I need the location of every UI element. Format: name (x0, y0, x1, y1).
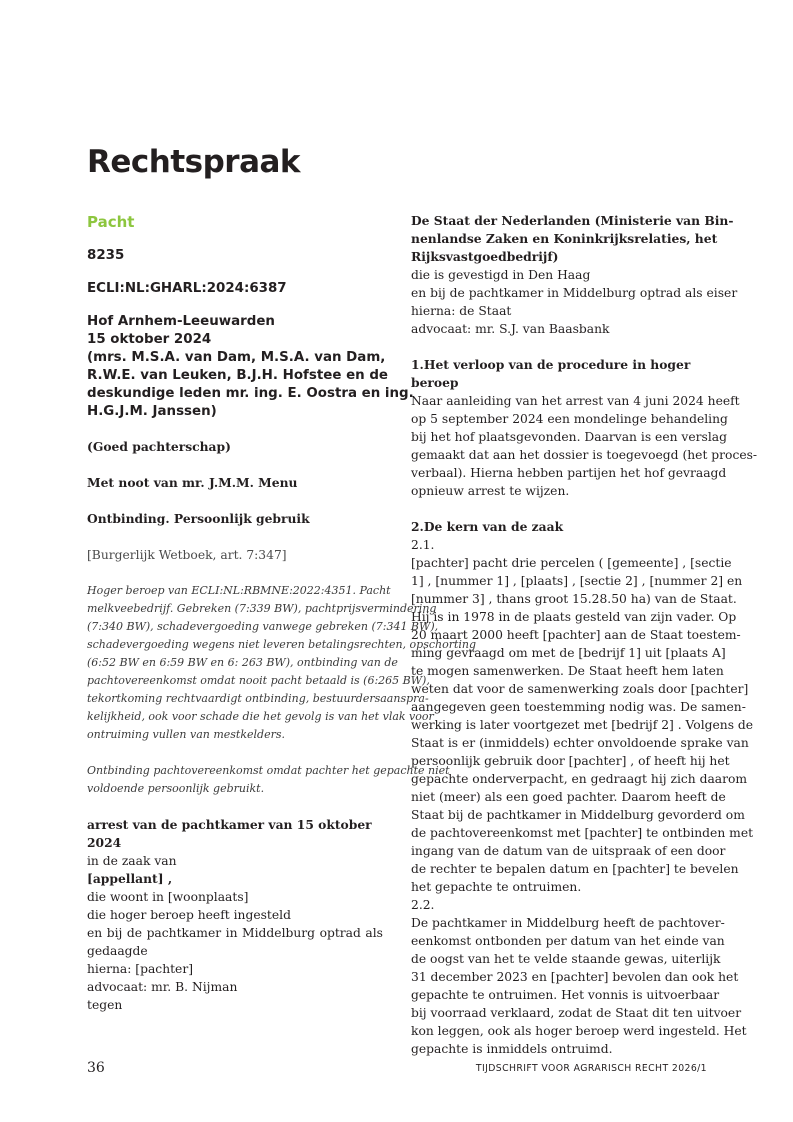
text-line: weten dat voor de samenwerking zoals door [pachter] (411, 682, 749, 696)
respondent-detail: die is gevestigd in Den Haag (411, 268, 591, 282)
paragraph-2-2 (411, 914, 747, 1058)
section-label: Pacht (87, 213, 135, 231)
paragraph-number: 2.2. (411, 898, 435, 912)
text-line: aangegeven geen toestemming nodig was. De samen- (411, 700, 746, 714)
summary-line: (7:340 BW), schadevergoeding vanwege gebreken (7:341 BW), (87, 620, 439, 633)
court-line: H.G.J.M. Janssen) (87, 404, 217, 419)
text-line: te mogen samenwerken. De Staat heeft hem laten (411, 664, 724, 678)
appellant-line: die woont in [woonplaats] (87, 890, 249, 904)
summary-line: kelijkheid, ook voor schade die het gevolg is van het vlak voor (87, 710, 434, 723)
text-line: opnieuw arrest te wijzen. (411, 484, 570, 498)
text-line: werking is later voortgezet met [bedrijf 2] . Volgens de (411, 718, 754, 732)
appellant-line: tegen (87, 998, 123, 1012)
summary-line: melkveebedrijf. Gebreken (7:339 BW), pachtprijsvermindering (87, 602, 437, 615)
text-line: de oogst van het te velde staande gewas, uiterlijk (411, 952, 721, 966)
text-line: het gepachte te ontruimen. (411, 880, 582, 894)
text-line: [pachter] pacht drie percelen ( [gemeente] , [sectie (411, 556, 732, 570)
court-line: (mrs. M.S.A. van Dam, M.S.A. van Dam, (87, 350, 386, 365)
text-line: gemaakt dat aan het dossier is toegevoegd (het proces- (411, 448, 758, 462)
headnote-line: Ontbinding pachtovereenkomst omdat pachter het gepachte niet (87, 764, 450, 777)
text-line: kon leggen, ook als hoger beroep werd ingesteld. Het (411, 1024, 747, 1038)
respondent-detail: advocaat: mr. S.J. van Baasbank (411, 322, 610, 336)
subject-keywords: Ontbinding. Persoonlijk gebruik (87, 511, 310, 526)
text-line: 1] , [nummer 1] , [plaats] , [sectie 2] , [nummer 2] en (411, 574, 743, 588)
text-line: verbaal). Hierna hebben partijen het hof gevraagd (411, 466, 727, 480)
appellant-details (87, 888, 383, 1014)
summary-line: (6:52 BW en 6:59 BW en 6: 263 BW), ontbinding van de (87, 656, 398, 669)
court-line: R.W.E. van Leuken, B.J.H. Hofstee en de (87, 368, 389, 383)
text-line: de pachtovereenkomst met [pachter] te ontbinden met (411, 826, 754, 840)
text-line: 31 december 2023 en [pachter] bevolen dan ook het (411, 970, 739, 984)
appellant-line: advocaat: mr. B. Nijman (87, 980, 238, 994)
text-line: ingang van de datum van de uitspraak of een door (411, 844, 726, 858)
headnote-line: voldoende persoonlijk gebruikt. (87, 782, 265, 795)
appellant-line: gedaagde (87, 944, 148, 958)
tenancy-label: (Goed pachterschap) (87, 439, 231, 454)
page-number: 36 (87, 1060, 105, 1076)
statute-reference: [Burgerlijk Wetboek, art. 7:347] (87, 548, 287, 562)
text-line: gepachte onderverpacht, en gedraagt hij zich daarom (411, 772, 748, 786)
court-line: Hof Arnhem-Leeuwarden (87, 314, 275, 329)
respondent-name (411, 212, 734, 266)
annotation-note: Met noot van mr. J.M.M. Menu (87, 475, 298, 490)
heading-procedure: 1.Het verloop van de procedure in hoger beroep (411, 357, 691, 390)
paragraph-number: 2.1. (411, 538, 435, 552)
heading-core: 2.De kern van de zaak (411, 519, 564, 534)
text-line: gepachte is inmiddels ontruimd. (411, 1042, 613, 1056)
court-block (87, 313, 414, 421)
respondent-details (411, 266, 738, 338)
court-line: deskundige leden mr. ing. E. Oostra en ing. (87, 386, 414, 401)
text-line: ming gevraagd om met de [bedrijf 1] uit [plaats A] (411, 646, 726, 660)
text-line: Naar aanleiding van het arrest van 4 juni 2024 heeft (411, 394, 740, 408)
respondent-line: Rijksvastgoedbedrijf) (411, 249, 559, 264)
paragraph-2-1 (411, 554, 754, 896)
headnote (87, 762, 450, 798)
ecli-identifier: ECLI:NL:GHARL:2024:6387 (87, 281, 287, 296)
page-title: Rechtspraak (87, 144, 301, 180)
text-line: de rechter te bepalen datum en [pachter] te bevelen (411, 862, 739, 876)
appellant-line: en bij de pachtkamer in Middelburg optrad als (87, 926, 383, 940)
judgment-title: arrest van de pachtkamer van 15 oktober 2024 (87, 817, 372, 850)
respondent-detail: hierna: de Staat (411, 304, 512, 318)
text-line: gepachte te ontruimen. Het vonnis is uitvoerbaar (411, 988, 720, 1002)
text-line: De pachtkamer in Middelburg heeft de pachtover- (411, 916, 725, 930)
case-summary (87, 582, 477, 744)
respondent-detail: en bij de pachtkamer in Middelburg optrad als eiser (411, 286, 738, 300)
text-line: 20 maart 2000 heeft [pachter] aan de Staat toestem- (411, 628, 741, 642)
court-line: 15 oktober 2024 (87, 332, 212, 347)
text-line: persoonlijk gebruik door [pachter] , of heeft hij het (411, 754, 730, 768)
text-line: Staat is er (inmiddels) echter onvoldoende sprake van (411, 736, 749, 750)
summary-line: tekortkoming rechtvaardigt ontbinding, bestuurdersaanspra- (87, 692, 429, 705)
paragraph-procedure (411, 392, 758, 500)
journal-name: TIJDSCHRIFT VOOR AGRARISCH RECHT 2026/1 (475, 1063, 707, 1074)
in-case-label: in de zaak van (87, 854, 177, 868)
summary-line: pachtovereenkomst omdat nooit pacht betaald is (6:265 BW), (87, 674, 430, 687)
right-column (411, 212, 758, 1058)
text-line: eenkomst ontbonden per datum van het einde van (411, 934, 725, 948)
summary-line: Hoger beroep van ECLI:NL:RBMNE:2022:4351. Pacht (87, 584, 391, 597)
text-line: Staat bij de pachtkamer in Middelburg gevorderd om (411, 808, 745, 822)
summary-line: ontruiming vullen van mestkelders. (87, 728, 285, 741)
appellant-line: hierna: [pachter] (87, 962, 194, 976)
appellant-line: die hoger beroep heeft ingesteld (87, 908, 291, 922)
text-line: bij voorraad verklaard, zodat de Staat dit ten uitvoer (411, 1006, 742, 1020)
respondent-line: De Staat der Nederlanden (Ministerie van Bin- (411, 213, 734, 228)
text-line: Hij is in 1978 in de plaats gesteld van zijn vader. Op (411, 610, 737, 624)
appellant-name: [appellant] , (87, 871, 173, 886)
case-number: 8235 (87, 248, 125, 263)
summary-line: schadevergoeding wegens niet leveren betalingsrechten, opschorting (87, 638, 477, 651)
text-line: [nummer 3] , thans groot 15.28.50 ha) van de Staat. (411, 592, 737, 606)
text-line: bij het hof plaatsgevonden. Daarvan is een verslag (411, 430, 727, 444)
respondent-line: nenlandse Zaken en Koninkrijksrelaties, het (411, 231, 718, 246)
text-line: op 5 september 2024 een mondelinge behandeling (411, 412, 728, 426)
text-line: niet (meer) als een goed pachter. Daarom heeft de (411, 790, 726, 804)
